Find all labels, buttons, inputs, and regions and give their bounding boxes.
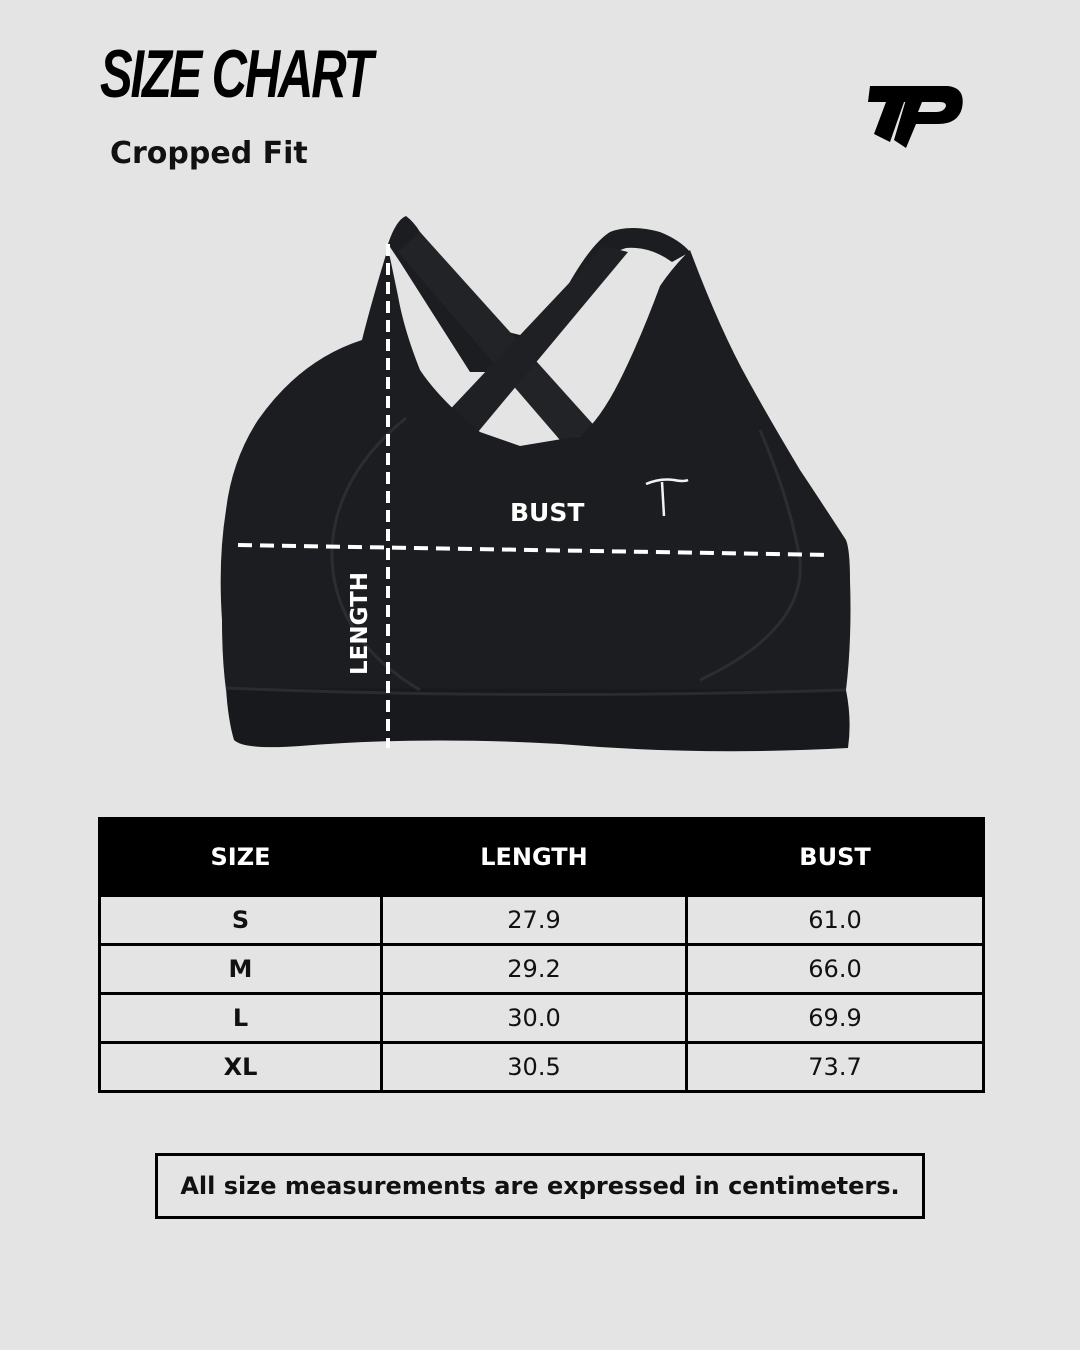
size-table <box>98 817 985 1093</box>
bust-cell: 66.0 <box>687 945 984 994</box>
table-header-row <box>100 819 984 896</box>
bust-label: BUST <box>510 498 585 527</box>
size-cell: S <box>100 896 382 945</box>
brand-logo <box>866 82 966 148</box>
length-cell: 29.2 <box>382 945 687 994</box>
bust-cell: 69.9 <box>687 994 984 1043</box>
fit-subtitle: Cropped Fit <box>110 136 308 171</box>
column-header-bust: BUST <box>687 819 984 896</box>
table-row <box>100 1043 984 1092</box>
table-row <box>100 896 984 945</box>
tp-logo-icon <box>866 82 966 148</box>
column-header-length: LENGTH <box>382 819 687 896</box>
size-cell: XL <box>100 1043 382 1092</box>
units-note: All size measurements are expressed in centimeters. <box>155 1153 925 1219</box>
length-label: LENGTH <box>347 571 373 675</box>
length-cell: 30.0 <box>382 994 687 1043</box>
size-cell: L <box>100 994 382 1043</box>
table-row <box>100 994 984 1043</box>
page-title: SIZE CHART <box>100 36 372 112</box>
length-cell: 30.5 <box>382 1043 687 1092</box>
size-cell: M <box>100 945 382 994</box>
length-cell: 27.9 <box>382 896 687 945</box>
bust-cell: 61.0 <box>687 896 984 945</box>
sports-bra-illustration <box>0 200 1080 780</box>
bust-cell: 73.7 <box>687 1043 984 1092</box>
table-row <box>100 945 984 994</box>
product-image <box>0 200 1080 780</box>
column-header-size: SIZE <box>100 819 382 896</box>
